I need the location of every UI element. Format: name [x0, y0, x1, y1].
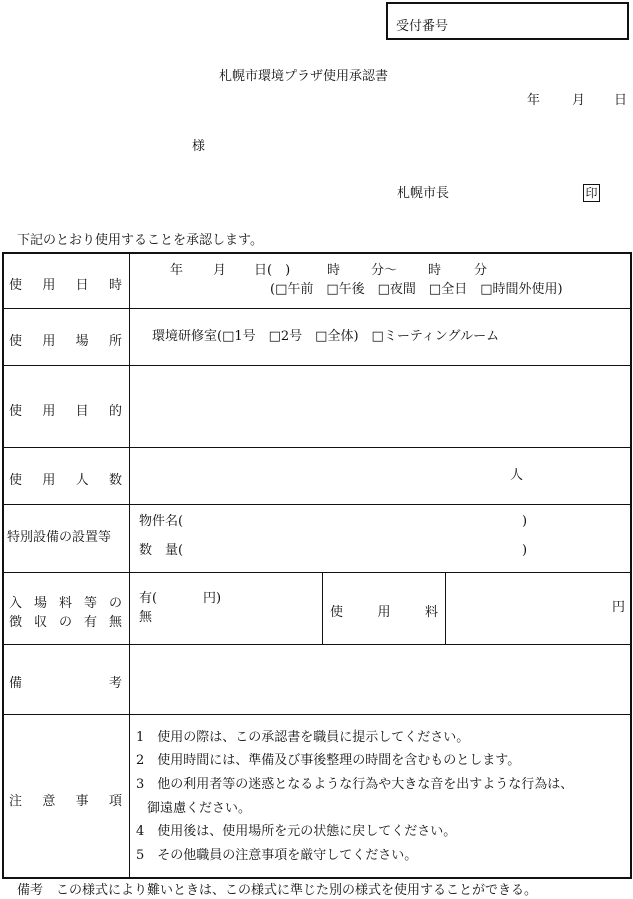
label-usage-purpose: 使 用 目 的	[9, 404, 122, 419]
intro-text: 下記のとおり使用することを承認します。	[17, 233, 263, 248]
usage-fee-field[interactable]	[446, 573, 630, 644]
note-item-continuation: 御遠慮ください。	[147, 801, 252, 816]
usage-place-options[interactable]: 環境研修室(□1号 □2号 □全体) □ミーティングルーム	[152, 329, 500, 344]
document-title: 札幌市環境プラザ使用承認書	[219, 69, 389, 84]
label-admission-fee: 入 場 料 等 の 徴 収 の 有 無	[9, 596, 122, 630]
note-item: 3 他の利用者等の迷惑となるような行為や大きな音を出すような行為は、	[136, 777, 574, 792]
date-month-label: 月	[572, 93, 586, 108]
remarks-field[interactable]	[130, 645, 630, 714]
usage-count-unit: 人	[510, 468, 524, 483]
date-year-label: 年	[527, 93, 541, 108]
label-usage-datetime: 使 用 日 時	[9, 278, 122, 293]
label-remarks: 備 考	[9, 676, 122, 691]
footer-note: 備考 この様式により難いときは、この様式に準じた別の様式を使用することができる。	[17, 883, 538, 898]
label-notes: 注 意 事 項	[9, 794, 122, 809]
date-day-label: 日	[614, 93, 628, 108]
label-usage-fee: 使 用 料	[330, 605, 438, 620]
receipt-number-label: 受付番号	[396, 19, 449, 34]
note-item: 1 使用の際は、この承認書を職員に提示してください。	[136, 730, 470, 745]
usage-fee-unit: 円	[612, 600, 626, 615]
note-item: 2 使用時間には、準備及び事後整理の時間を含むものとします。	[136, 753, 521, 768]
admission-no-option[interactable]: 無	[139, 610, 153, 625]
label-usage-place: 使 用 場 所	[9, 334, 122, 349]
usage-purpose-field[interactable]	[130, 366, 630, 447]
label-special-equipment: 特別設備の設置等	[7, 530, 112, 545]
receipt-number-box[interactable]	[386, 2, 629, 40]
approval-form-table: 使 用 日 時 年 月 日( ) 時 分〜 時 分 (□午前 □午後 □夜間 □全日 □時間外使用) 使 用 場 所 環境研修室(□1号 □2号 □全体) □ミーティングルーム 使 用 目 的 使 用 人 数 人 特別設備の設置等 物件名( ) 数 量( ) 入 場 料 等 の 徴 収 の 有 無 有( 円) 無 使 用 料 円 備 考 注 意 事 項 1 使用の際は、この承認書を職員に提示してください。 2 使用時間には、準備及び事後整理の時間を含むものとします。 3 他の利用者等の迷惑となるような行為や大きな音を出すような行為は、 御遠慮ください。 4 使用後は、使用場所を元の状態に戻してください。 5 その他職員の注意事項を厳守してください。	[2, 252, 632, 879]
note-item: 4 使用後は、使用場所を元の状態に戻してください。	[136, 824, 457, 839]
seal-mark: 印	[583, 184, 600, 202]
usage-count-field[interactable]	[130, 448, 630, 504]
issuer-label: 札幌市長	[397, 186, 450, 201]
label-usage-count: 使 用 人 数	[9, 473, 122, 488]
note-item: 5 その他職員の注意事項を厳守してください。	[136, 848, 418, 863]
time-slot-checkboxes[interactable]: (□午前 □午後 □夜間 □全日 □時間外使用)	[270, 282, 563, 297]
addressee-suffix: 様	[192, 139, 206, 154]
